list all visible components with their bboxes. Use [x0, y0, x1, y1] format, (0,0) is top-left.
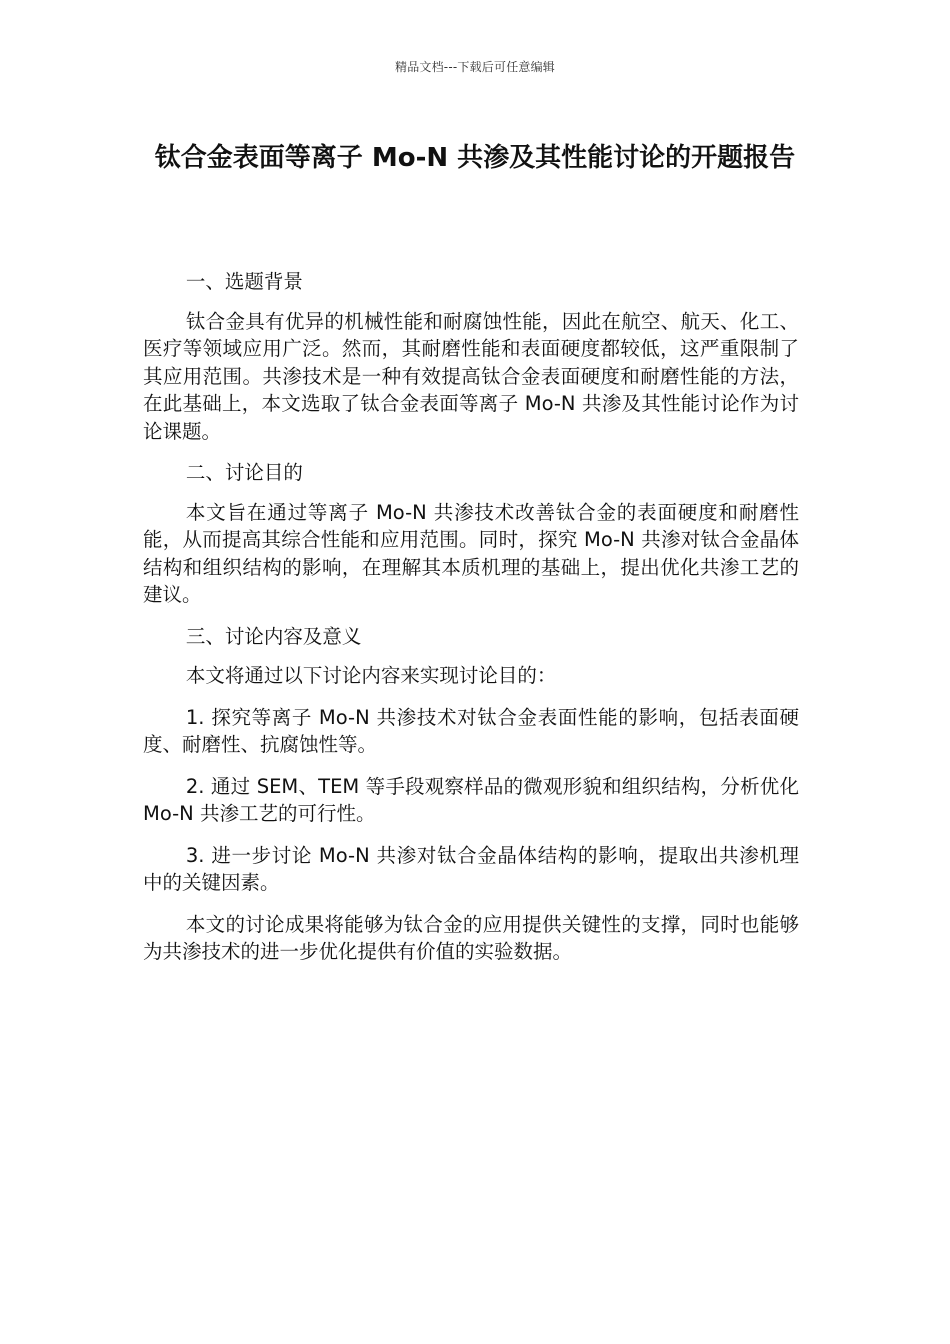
list-item-2: 2. 通过 SEM、TEM 等手段观察样品的微观形貌和组织结构，分析优化 Mo-N 共渗工艺的可行性。 [143, 774, 799, 825]
section-heading-purpose: 二、讨论目的 [185, 461, 303, 484]
paragraph-significance: 本文的讨论成果将能够为钛合金的应用提供关键性的支撑，同时也能够为共渗技术的进一步优化提供有价值的实验数据。 [143, 912, 799, 963]
section-heading-background: 一、选题背景 [185, 270, 303, 293]
list-item-3: 3. 进一步讨论 Mo-N 共渗对钛合金晶体结构的影响，提取出共渗机理中的关键因素。 [143, 843, 799, 894]
document-body [143, 268, 799, 980]
section-heading-content: 三、讨论内容及意义 [185, 624, 362, 648]
document-title: 钛合金表面等离子 Mo-N 共渗及其性能讨论的开题报告 [154, 143, 796, 173]
paragraph-content-intro: 本文将通过以下讨论内容来实现讨论目的： [185, 664, 557, 687]
list-item-1: 1. 探究等离子 Mo-N 共渗技术对钛合金表面性能的影响，包括表面硬度、耐磨性、抗腐蚀性等。 [143, 705, 799, 756]
paragraph-purpose: 本文旨在通过等离子 Mo-N 共渗技术改善钛合金的表面硬度和耐磨性能，从而提高其综合性能和应用范围。同时，探究 Mo-N 共渗对钛合金晶体结构和组织结构的影响，在理解其本质机理的基础上，提出优化共渗工艺的建议。 [143, 500, 799, 606]
header-note: 精品文档---下载后可任意编辑 [395, 60, 555, 74]
paragraph-background: 钛合金具有优异的机械性能和耐腐蚀性能，因此在航空、航天、化工、医疗等领域应用广泛。然而，其耐磨性能和表面硬度都较低，这严重限制了其应用范围。共渗技术是一种有效提高钛合金表面硬度和耐磨性能的方法，在此基础上，本文选取了钛合金表面等离子 Mo-N 共渗及其性能讨论作为讨论课题。 [143, 309, 799, 443]
